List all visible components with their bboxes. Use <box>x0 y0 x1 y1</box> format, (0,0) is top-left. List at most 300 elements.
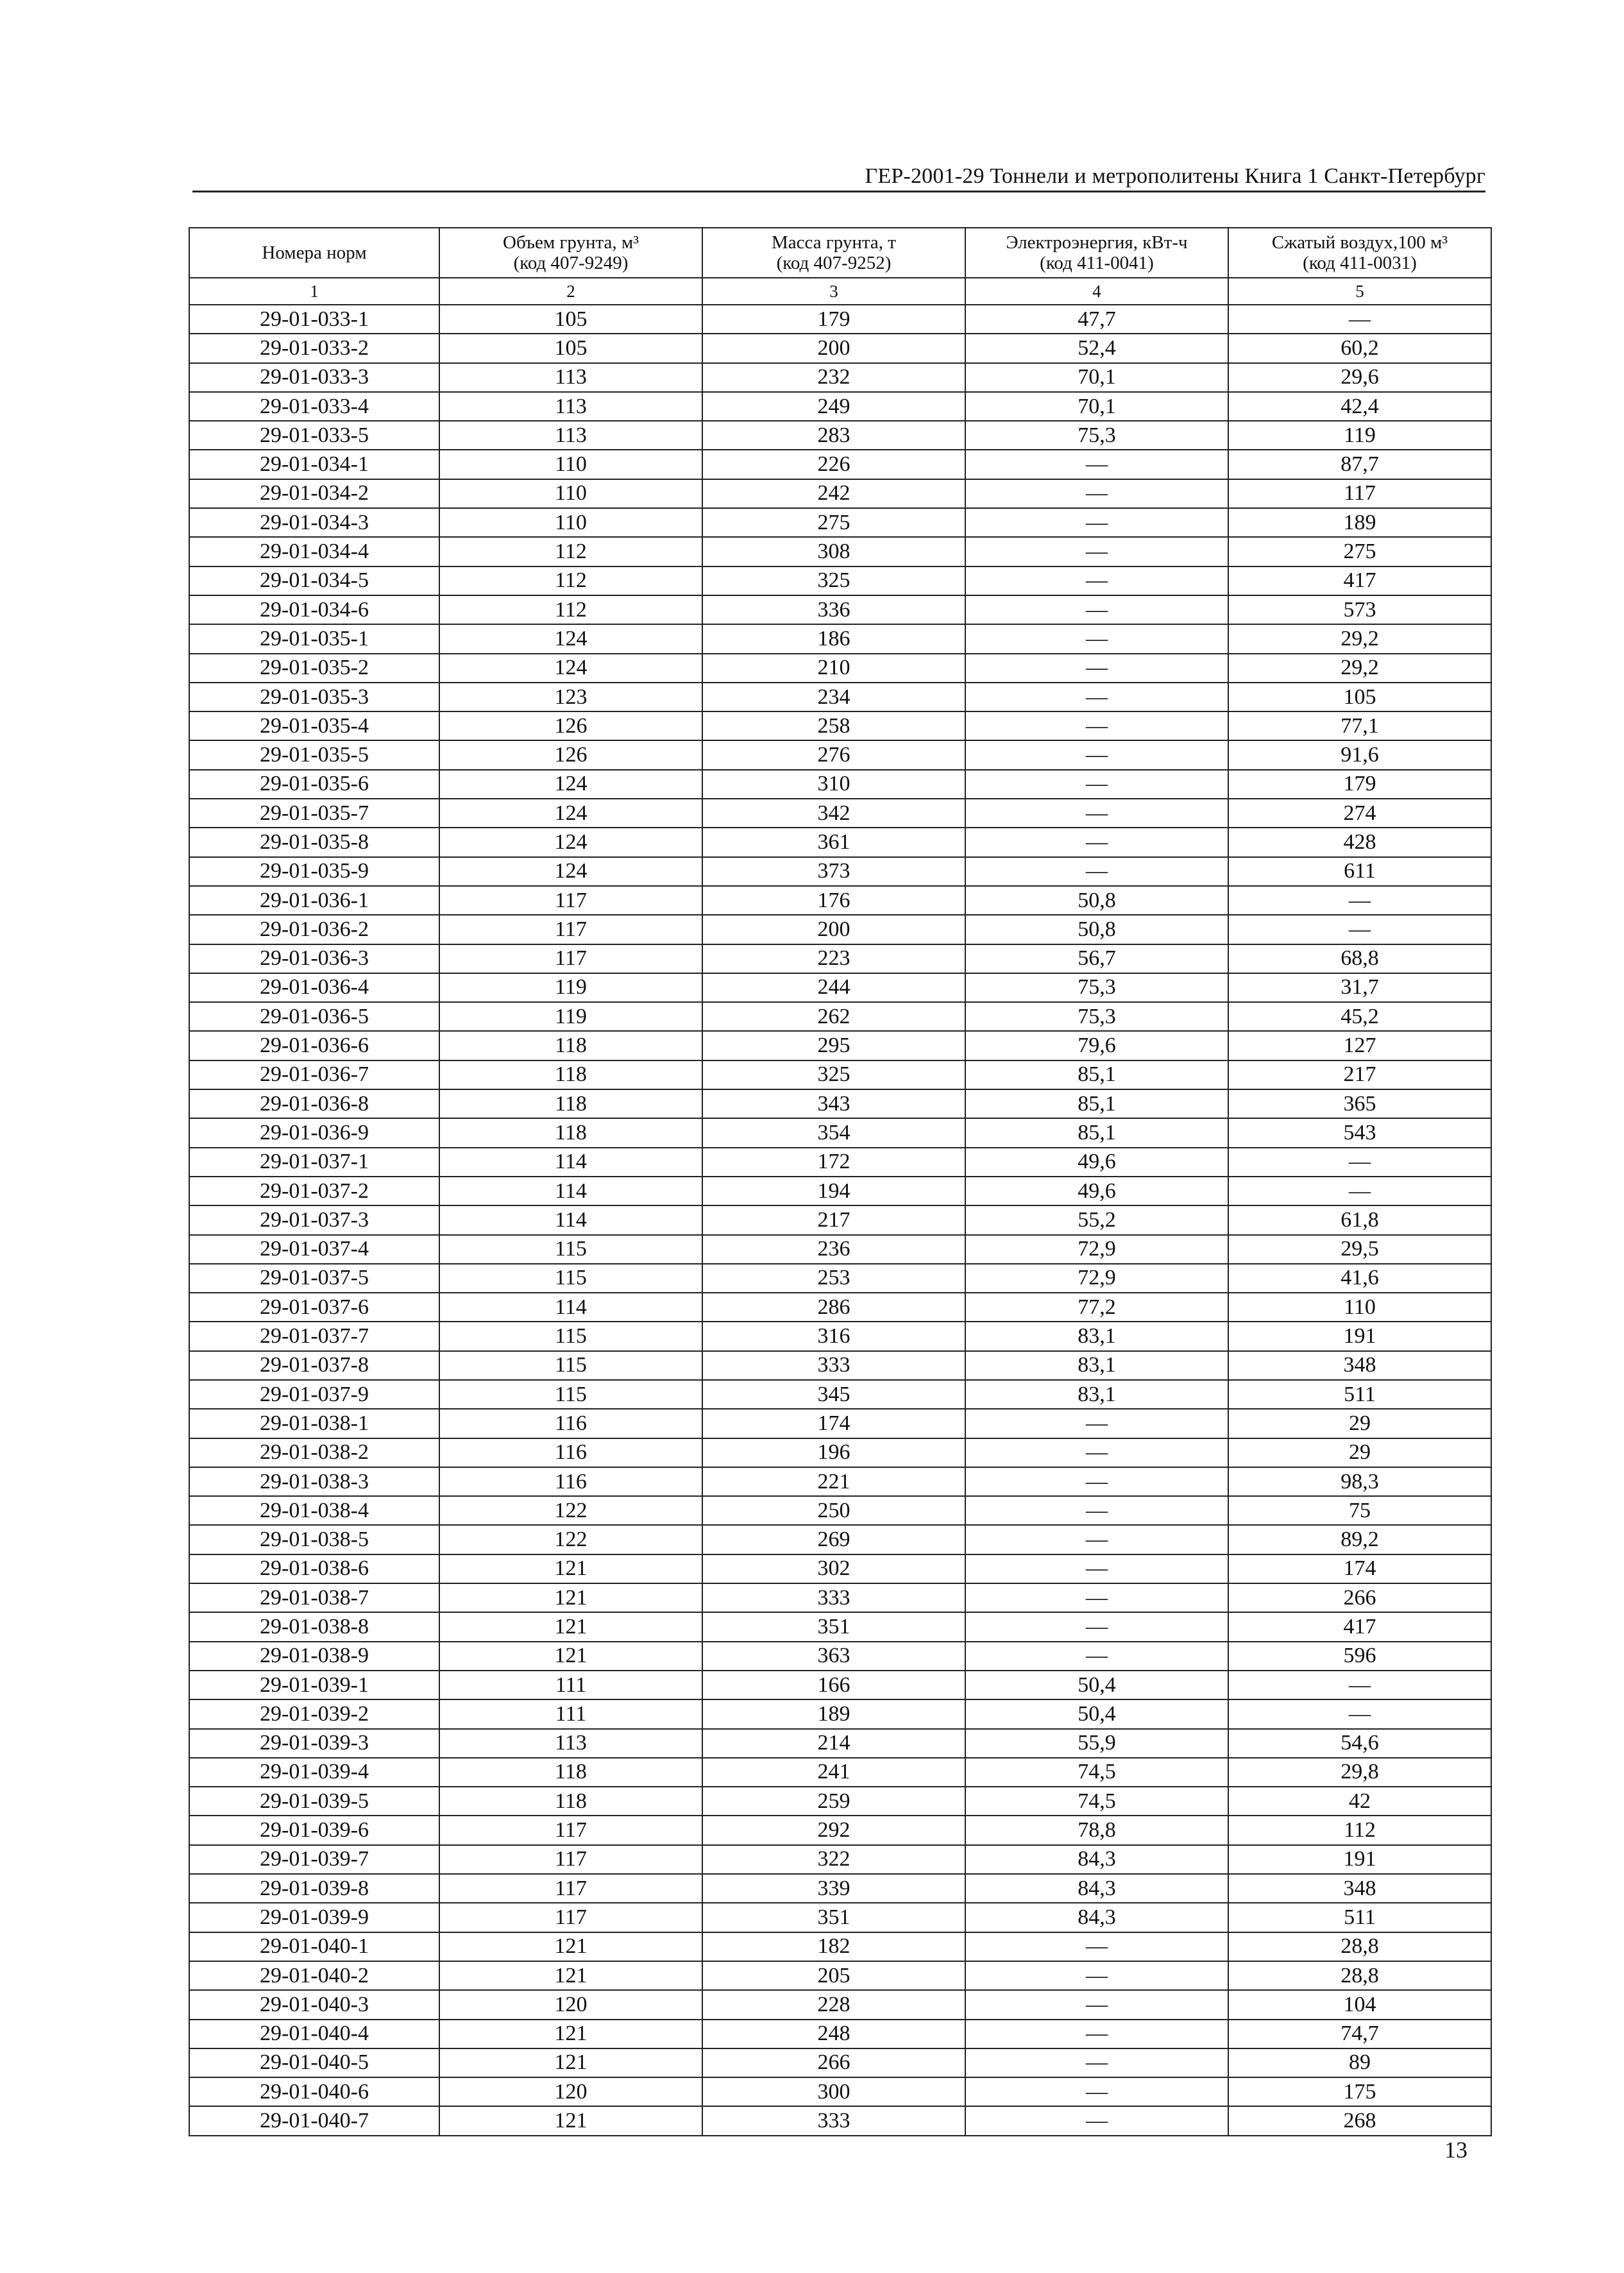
norm-number-cell: 29-01-038-8 <box>189 1612 439 1641</box>
table-row <box>189 1729 1491 1758</box>
table-row <box>189 1002 1491 1031</box>
electricity-cell: 85,1 <box>965 1060 1228 1089</box>
soil-mass-cell: 214 <box>702 1729 965 1758</box>
table-row <box>189 1438 1491 1467</box>
soil-volume-cell: 105 <box>439 334 702 362</box>
soil-mass-cell: 217 <box>702 1205 965 1234</box>
table-row <box>189 1293 1491 1322</box>
norm-number-cell: 29-01-033-2 <box>189 334 439 362</box>
table-row <box>189 1990 1491 2019</box>
electricity-cell: 83,1 <box>965 1351 1228 1380</box>
norm-number-cell: 29-01-038-6 <box>189 1554 439 1583</box>
compressed-air-cell: 29,6 <box>1228 363 1491 392</box>
soil-mass-cell: 166 <box>702 1671 965 1699</box>
soil-mass-cell: 253 <box>702 1264 965 1293</box>
soil-mass-cell: 333 <box>702 1351 965 1380</box>
electricity-cell: 50,8 <box>965 915 1228 944</box>
compressed-air-cell: 175 <box>1228 2077 1491 2106</box>
compressed-air-cell: 119 <box>1228 421 1491 450</box>
table-row <box>189 1351 1491 1380</box>
soil-mass-cell: 325 <box>702 566 965 595</box>
table-row <box>189 363 1491 392</box>
soil-volume-cell: 119 <box>439 973 702 1002</box>
compressed-air-cell: — <box>1228 305 1491 334</box>
table-row <box>189 2020 1491 2048</box>
electricity-cell: 52,4 <box>965 334 1228 362</box>
electricity-cell: 75,3 <box>965 421 1228 450</box>
compressed-air-cell: 191 <box>1228 1845 1491 1874</box>
soil-mass-cell: 236 <box>702 1235 965 1264</box>
table-row <box>189 1903 1491 1932</box>
table-row <box>189 683 1491 711</box>
soil-volume-cell: 113 <box>439 421 702 450</box>
electricity-cell: — <box>965 1496 1228 1525</box>
soil-volume-cell: 124 <box>439 770 702 799</box>
electricity-cell: 74,5 <box>965 1758 1228 1787</box>
column-number: 4 <box>965 278 1228 305</box>
soil-volume-cell: 122 <box>439 1496 702 1525</box>
compressed-air-cell: 29 <box>1228 1409 1491 1438</box>
soil-mass-cell: 248 <box>702 2020 965 2048</box>
table-row <box>189 1380 1491 1409</box>
soil-volume-cell: 116 <box>439 1409 702 1438</box>
norm-number-cell: 29-01-037-3 <box>189 1205 439 1234</box>
soil-mass-cell: 258 <box>702 711 965 740</box>
norm-number-cell: 29-01-037-4 <box>189 1235 439 1264</box>
electricity-cell: — <box>965 595 1228 624</box>
soil-volume-cell: 117 <box>439 1816 702 1844</box>
norm-number-cell: 29-01-033-3 <box>189 363 439 392</box>
soil-mass-cell: 179 <box>702 305 965 334</box>
norm-number-cell: 29-01-039-7 <box>189 1845 439 1874</box>
norm-number-cell: 29-01-037-8 <box>189 1351 439 1380</box>
table-row <box>189 1583 1491 1612</box>
column-header-soil-volume: Объем грунта, м³ (код 407-9249) <box>439 228 702 278</box>
soil-mass-cell: 333 <box>702 2106 965 2135</box>
compressed-air-cell: 511 <box>1228 1903 1491 1932</box>
compressed-air-cell: 29,5 <box>1228 1235 1491 1264</box>
compressed-air-cell: 117 <box>1228 479 1491 508</box>
norm-number-cell: 29-01-037-5 <box>189 1264 439 1293</box>
compressed-air-cell: — <box>1228 1671 1491 1699</box>
compressed-air-cell: 42 <box>1228 1787 1491 1816</box>
electricity-cell: — <box>965 683 1228 711</box>
soil-volume-cell: 105 <box>439 305 702 334</box>
norm-number-cell: 29-01-035-5 <box>189 740 439 769</box>
soil-mass-cell: 300 <box>702 2077 965 2106</box>
norm-number-cell: 29-01-039-1 <box>189 1671 439 1699</box>
column-header-soil-mass: Масса грунта, т (код 407-9252) <box>702 228 965 278</box>
compressed-air-cell: 428 <box>1228 828 1491 856</box>
electricity-cell: 77,2 <box>965 1293 1228 1322</box>
table-row <box>189 1031 1491 1060</box>
norm-number-cell: 29-01-039-4 <box>189 1758 439 1787</box>
norm-number-cell: 29-01-039-8 <box>189 1874 439 1903</box>
compressed-air-cell: 174 <box>1228 1554 1491 1583</box>
norm-number-cell: 29-01-040-7 <box>189 2106 439 2135</box>
soil-mass-cell: 189 <box>702 1699 965 1728</box>
soil-volume-cell: 123 <box>439 683 702 711</box>
compressed-air-cell: 29,8 <box>1228 1758 1491 1787</box>
soil-volume-cell: 110 <box>439 450 702 479</box>
compressed-air-cell: 87,7 <box>1228 450 1491 479</box>
soil-volume-cell: 121 <box>439 1554 702 1583</box>
soil-mass-cell: 310 <box>702 770 965 799</box>
electricity-cell: — <box>965 1554 1228 1583</box>
electricity-cell: 84,3 <box>965 1903 1228 1932</box>
table-row <box>189 1671 1491 1699</box>
soil-mass-cell: 343 <box>702 1089 965 1118</box>
soil-volume-cell: 121 <box>439 1583 702 1612</box>
soil-volume-cell: 122 <box>439 1525 702 1554</box>
electricity-cell: — <box>965 1612 1228 1641</box>
norm-number-cell: 29-01-034-5 <box>189 566 439 595</box>
soil-volume-cell: 118 <box>439 1031 702 1060</box>
soil-volume-cell: 117 <box>439 886 702 915</box>
norm-number-cell: 29-01-035-3 <box>189 683 439 711</box>
soil-mass-cell: 242 <box>702 479 965 508</box>
compressed-air-cell: — <box>1228 1177 1491 1205</box>
norm-number-cell: 29-01-035-6 <box>189 770 439 799</box>
soil-volume-cell: 117 <box>439 1845 702 1874</box>
electricity-cell: — <box>965 770 1228 799</box>
electricity-cell: 74,5 <box>965 1787 1228 1816</box>
soil-mass-cell: 234 <box>702 683 965 711</box>
soil-volume-cell: 115 <box>439 1351 702 1380</box>
electricity-cell: — <box>965 624 1228 653</box>
soil-mass-cell: 342 <box>702 799 965 828</box>
norm-number-cell: 29-01-034-2 <box>189 479 439 508</box>
norm-number-cell: 29-01-038-5 <box>189 1525 439 1554</box>
table-row <box>189 740 1491 769</box>
column-header-norm-numbers: Номера норм <box>189 228 439 278</box>
running-header: ГЕР-2001-29 Тоннели и метрополитены Книга 1 Санкт-Петербург <box>865 164 1485 188</box>
table-row <box>189 479 1491 508</box>
table-row <box>189 537 1491 566</box>
soil-mass-cell: 196 <box>702 1438 965 1467</box>
compressed-air-cell: — <box>1228 915 1491 944</box>
norm-number-cell: 29-01-035-7 <box>189 799 439 828</box>
column-number: 3 <box>702 278 965 305</box>
compressed-air-cell: 89 <box>1228 2048 1491 2077</box>
electricity-cell: 47,7 <box>965 305 1228 334</box>
soil-volume-cell: 116 <box>439 1467 702 1496</box>
electricity-cell: 70,1 <box>965 363 1228 392</box>
norm-number-cell: 29-01-035-4 <box>189 711 439 740</box>
electricity-cell: — <box>965 508 1228 537</box>
norm-number-cell: 29-01-037-1 <box>189 1148 439 1177</box>
soil-volume-cell: 113 <box>439 392 702 421</box>
soil-mass-cell: 325 <box>702 1060 965 1089</box>
soil-volume-cell: 124 <box>439 799 702 828</box>
norm-number-cell: 29-01-034-6 <box>189 595 439 624</box>
table-row <box>189 799 1491 828</box>
soil-mass-cell: 283 <box>702 421 965 450</box>
table-row <box>189 1554 1491 1583</box>
compressed-air-cell: 104 <box>1228 1990 1491 2019</box>
soil-mass-cell: 186 <box>702 624 965 653</box>
compressed-air-cell: 275 <box>1228 537 1491 566</box>
norm-number-cell: 29-01-036-8 <box>189 1089 439 1118</box>
compressed-air-cell: 60,2 <box>1228 334 1491 362</box>
soil-volume-cell: 114 <box>439 1293 702 1322</box>
norm-number-cell: 29-01-036-4 <box>189 973 439 1002</box>
page-number: 13 <box>1444 2137 1468 2163</box>
soil-mass-cell: 286 <box>702 1293 965 1322</box>
soil-mass-cell: 262 <box>702 1002 965 1031</box>
soil-mass-cell: 226 <box>702 450 965 479</box>
compressed-air-cell: 91,6 <box>1228 740 1491 769</box>
norm-number-cell: 29-01-038-3 <box>189 1467 439 1496</box>
electricity-cell: — <box>965 1525 1228 1554</box>
electricity-cell: 50,8 <box>965 886 1228 915</box>
compressed-air-cell: 98,3 <box>1228 1467 1491 1496</box>
soil-mass-cell: 172 <box>702 1148 965 1177</box>
norm-number-cell: 29-01-035-8 <box>189 828 439 856</box>
electricity-cell: — <box>965 1583 1228 1612</box>
table-row <box>189 1118 1491 1147</box>
compressed-air-cell: 31,7 <box>1228 973 1491 1002</box>
electricity-cell: 55,2 <box>965 1205 1228 1234</box>
electricity-cell: — <box>965 654 1228 683</box>
compressed-air-cell: 191 <box>1228 1322 1491 1350</box>
soil-volume-cell: 124 <box>439 654 702 683</box>
norm-number-cell: 29-01-037-7 <box>189 1322 439 1350</box>
norm-number-cell: 29-01-039-3 <box>189 1729 439 1758</box>
soil-mass-cell: 200 <box>702 915 965 944</box>
table-row <box>189 1525 1491 1554</box>
compressed-air-cell: 28,8 <box>1228 1961 1491 1990</box>
soil-mass-cell: 249 <box>702 392 965 421</box>
electricity-cell: — <box>965 1932 1228 1961</box>
table-row <box>189 450 1491 479</box>
soil-mass-cell: 333 <box>702 1583 965 1612</box>
norm-number-cell: 29-01-034-4 <box>189 537 439 566</box>
norm-number-cell: 29-01-040-2 <box>189 1961 439 1990</box>
soil-mass-cell: 269 <box>702 1525 965 1554</box>
table-row <box>189 1060 1491 1089</box>
soil-volume-cell: 115 <box>439 1264 702 1293</box>
norm-number-cell: 29-01-037-2 <box>189 1177 439 1205</box>
soil-mass-cell: 250 <box>702 1496 965 1525</box>
table-row <box>189 1699 1491 1728</box>
table-row <box>189 1177 1491 1205</box>
soil-mass-cell: 292 <box>702 1816 965 1844</box>
column-header-electricity: Электроэнергия, кВт-ч (код 411-0041) <box>965 228 1228 278</box>
electricity-cell: — <box>965 2020 1228 2048</box>
compressed-air-cell: 348 <box>1228 1874 1491 1903</box>
electricity-cell: — <box>965 566 1228 595</box>
electricity-cell: — <box>965 1642 1228 1671</box>
compressed-air-cell: 61,8 <box>1228 1205 1491 1234</box>
soil-mass-cell: 295 <box>702 1031 965 1060</box>
compressed-air-cell: 29 <box>1228 1438 1491 1467</box>
soil-volume-cell: 120 <box>439 1990 702 2019</box>
table-row <box>189 1205 1491 1234</box>
electricity-cell: — <box>965 2048 1228 2077</box>
table-row <box>189 1467 1491 1496</box>
norm-number-cell: 29-01-039-2 <box>189 1699 439 1728</box>
compressed-air-cell: 89,2 <box>1228 1525 1491 1554</box>
soil-mass-cell: 200 <box>702 334 965 362</box>
table-row <box>189 1409 1491 1438</box>
norm-number-cell: 29-01-038-4 <box>189 1496 439 1525</box>
electricity-cell: — <box>965 2077 1228 2106</box>
norm-number-cell: 29-01-036-2 <box>189 915 439 944</box>
norm-number-cell: 29-01-040-3 <box>189 1990 439 2019</box>
norm-number-cell: 29-01-039-9 <box>189 1903 439 1932</box>
soil-volume-cell: 118 <box>439 1060 702 1089</box>
compressed-air-cell: 74,7 <box>1228 2020 1491 2048</box>
electricity-cell: — <box>965 537 1228 566</box>
soil-volume-cell: 117 <box>439 944 702 973</box>
soil-volume-cell: 115 <box>439 1380 702 1409</box>
soil-mass-cell: 194 <box>702 1177 965 1205</box>
compressed-air-cell: 217 <box>1228 1060 1491 1089</box>
compressed-air-cell: — <box>1228 886 1491 915</box>
compressed-air-cell: 54,6 <box>1228 1729 1491 1758</box>
table-row <box>189 1816 1491 1844</box>
table-row <box>189 711 1491 740</box>
soil-volume-cell: 121 <box>439 2048 702 2077</box>
norm-number-cell: 29-01-036-9 <box>189 1118 439 1147</box>
norm-number-cell: 29-01-040-4 <box>189 2020 439 2048</box>
compressed-air-cell: 29,2 <box>1228 624 1491 653</box>
table-row <box>189 944 1491 973</box>
compressed-air-cell: 75 <box>1228 1496 1491 1525</box>
table-row <box>189 305 1491 334</box>
soil-mass-cell: 182 <box>702 1932 965 1961</box>
electricity-cell: — <box>965 479 1228 508</box>
table-body <box>189 305 1491 2136</box>
soil-volume-cell: 121 <box>439 1932 702 1961</box>
electricity-cell: 56,7 <box>965 944 1228 973</box>
norm-number-cell: 29-01-036-1 <box>189 886 439 915</box>
norm-number-cell: 29-01-035-9 <box>189 857 439 886</box>
soil-volume-cell: 110 <box>439 479 702 508</box>
compressed-air-cell: 611 <box>1228 857 1491 886</box>
electricity-cell: 50,4 <box>965 1671 1228 1699</box>
norm-number-cell: 29-01-034-3 <box>189 508 439 537</box>
soil-volume-cell: 124 <box>439 624 702 653</box>
norm-number-cell: 29-01-036-5 <box>189 1002 439 1031</box>
soil-mass-cell: 221 <box>702 1467 965 1496</box>
soil-mass-cell: 339 <box>702 1874 965 1903</box>
table-row <box>189 2077 1491 2106</box>
compressed-air-cell: 179 <box>1228 770 1491 799</box>
column-number: 2 <box>439 278 702 305</box>
table-row <box>189 1612 1491 1641</box>
soil-mass-cell: 266 <box>702 2048 965 2077</box>
compressed-air-cell: 112 <box>1228 1816 1491 1844</box>
table-row <box>189 886 1491 915</box>
compressed-air-cell: 543 <box>1228 1118 1491 1147</box>
soil-volume-cell: 121 <box>439 1642 702 1671</box>
soil-mass-cell: 345 <box>702 1380 965 1409</box>
soil-mass-cell: 373 <box>702 857 965 886</box>
norm-number-cell: 29-01-033-4 <box>189 392 439 421</box>
table-row <box>189 566 1491 595</box>
compressed-air-cell: 28,8 <box>1228 1932 1491 1961</box>
norm-number-cell: 29-01-038-7 <box>189 1583 439 1612</box>
norm-number-cell: 29-01-039-6 <box>189 1816 439 1844</box>
compressed-air-cell: — <box>1228 1148 1491 1177</box>
soil-volume-cell: 121 <box>439 1961 702 1990</box>
table-row <box>189 1787 1491 1816</box>
norm-number-cell: 29-01-034-1 <box>189 450 439 479</box>
compressed-air-cell: 77,1 <box>1228 711 1491 740</box>
soil-mass-cell: 174 <box>702 1409 965 1438</box>
soil-mass-cell: 275 <box>702 508 965 537</box>
soil-mass-cell: 276 <box>702 740 965 769</box>
compressed-air-cell: 573 <box>1228 595 1491 624</box>
electricity-cell: 72,9 <box>965 1264 1228 1293</box>
electricity-cell: 84,3 <box>965 1874 1228 1903</box>
table-row <box>189 624 1491 653</box>
soil-mass-cell: 351 <box>702 1903 965 1932</box>
compressed-air-cell: 29,2 <box>1228 654 1491 683</box>
soil-volume-cell: 117 <box>439 1903 702 1932</box>
electricity-cell: 85,1 <box>965 1118 1228 1147</box>
compressed-air-cell: 596 <box>1228 1642 1491 1671</box>
table-row <box>189 1148 1491 1177</box>
table-row <box>189 1496 1491 1525</box>
soil-mass-cell: 336 <box>702 595 965 624</box>
compressed-air-cell: 189 <box>1228 508 1491 537</box>
soil-mass-cell: 361 <box>702 828 965 856</box>
column-number-row <box>189 278 1491 305</box>
electricity-cell: — <box>965 1409 1228 1438</box>
table-row <box>189 770 1491 799</box>
soil-volume-cell: 120 <box>439 2077 702 2106</box>
table-row <box>189 2048 1491 2077</box>
column-number: 1 <box>189 278 439 305</box>
soil-mass-cell: 205 <box>702 1961 965 1990</box>
compressed-air-cell: 42,4 <box>1228 392 1491 421</box>
norm-number-cell: 29-01-038-1 <box>189 1409 439 1438</box>
soil-volume-cell: 118 <box>439 1758 702 1787</box>
compressed-air-cell: 365 <box>1228 1089 1491 1118</box>
compressed-air-cell: 110 <box>1228 1293 1491 1322</box>
table-row <box>189 973 1491 1002</box>
soil-volume-cell: 118 <box>439 1787 702 1816</box>
compressed-air-cell: 348 <box>1228 1351 1491 1380</box>
soil-mass-cell: 308 <box>702 537 965 566</box>
electricity-cell: 72,9 <box>965 1235 1228 1264</box>
soil-volume-cell: 115 <box>439 1322 702 1350</box>
norm-number-cell: 29-01-033-5 <box>189 421 439 450</box>
table-row <box>189 1932 1491 1961</box>
electricity-cell: 55,9 <box>965 1729 1228 1758</box>
soil-volume-cell: 121 <box>439 2020 702 2048</box>
soil-volume-cell: 115 <box>439 1235 702 1264</box>
norm-number-cell: 29-01-040-5 <box>189 2048 439 2077</box>
norms-table <box>189 227 1492 2136</box>
electricity-cell: 70,1 <box>965 392 1228 421</box>
soil-volume-cell: 113 <box>439 363 702 392</box>
electricity-cell: 49,6 <box>965 1148 1228 1177</box>
soil-mass-cell: 244 <box>702 973 965 1002</box>
soil-volume-cell: 126 <box>439 711 702 740</box>
norm-number-cell: 29-01-040-1 <box>189 1932 439 1961</box>
soil-mass-cell: 316 <box>702 1322 965 1350</box>
electricity-cell: 83,1 <box>965 1322 1228 1350</box>
soil-mass-cell: 241 <box>702 1758 965 1787</box>
soil-mass-cell: 210 <box>702 654 965 683</box>
electricity-cell: — <box>965 1990 1228 2019</box>
norm-number-cell: 29-01-037-9 <box>189 1380 439 1409</box>
electricity-cell: — <box>965 1438 1228 1467</box>
